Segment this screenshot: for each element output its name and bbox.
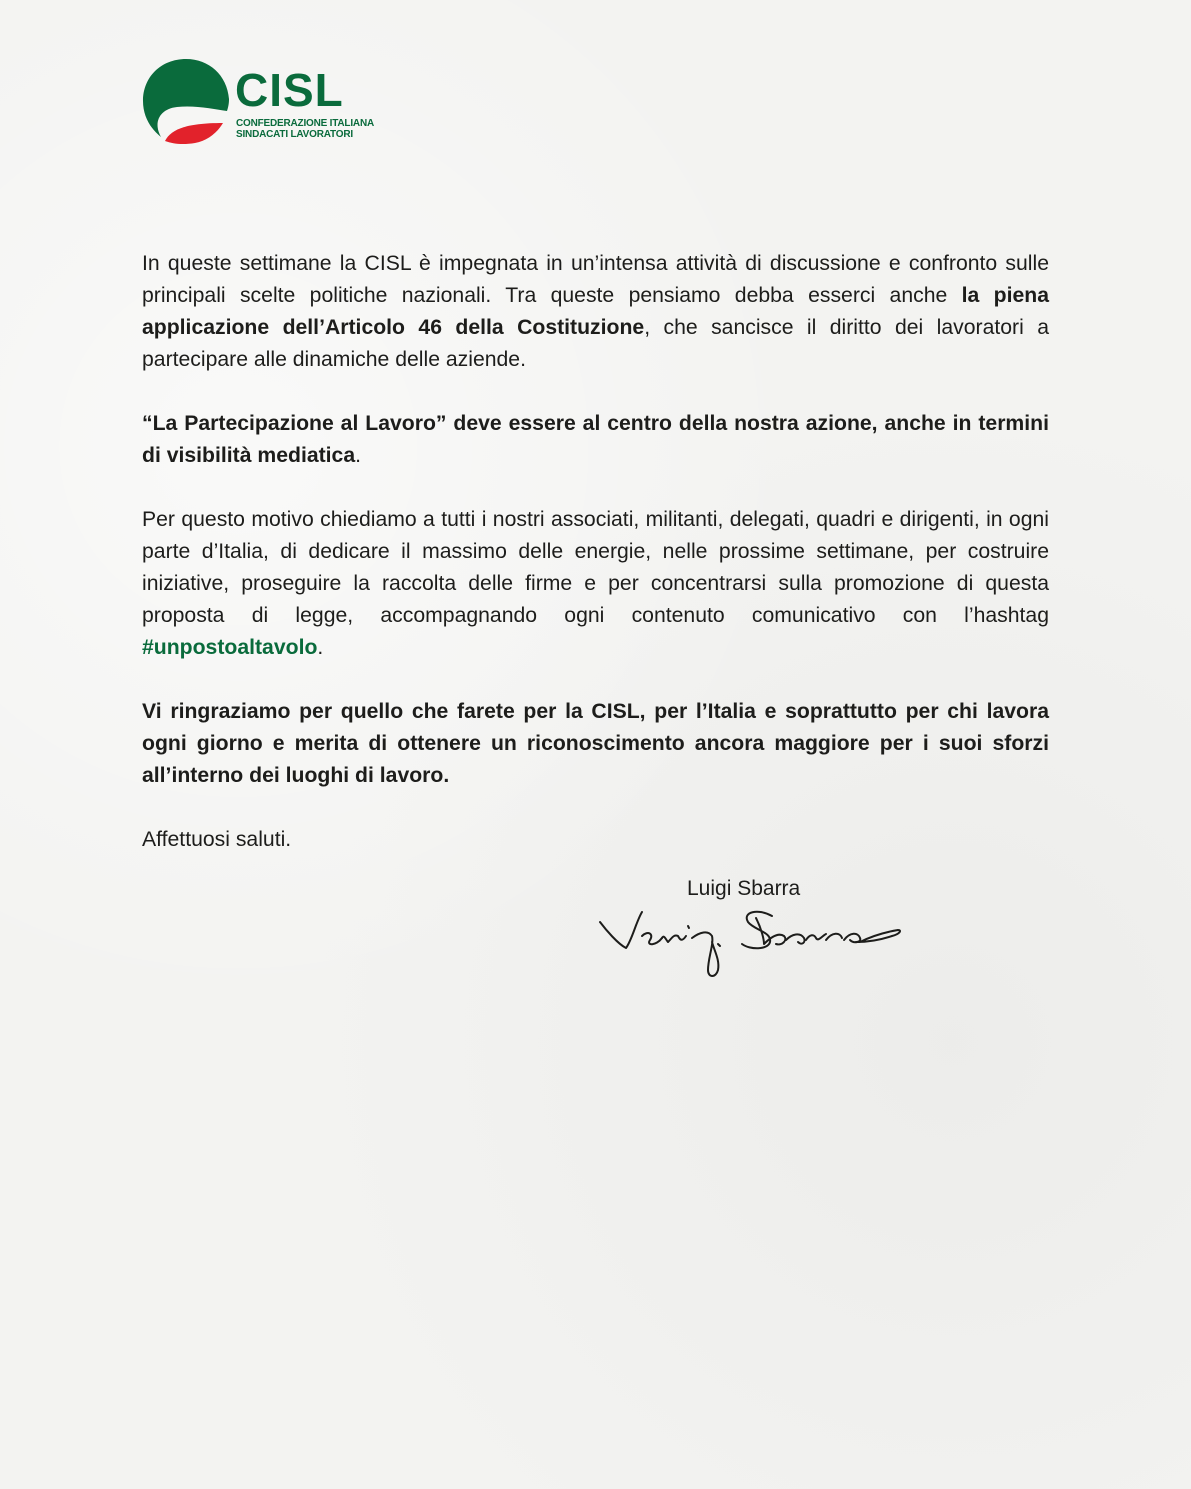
logo-subtitle-line-1: CONFEDERAZIONE ITALIANA [236, 118, 374, 129]
closing: Affettuosi saluti. [142, 828, 292, 851]
paragraph-2-period: . [355, 444, 362, 467]
logo-subtitle [236, 118, 374, 140]
handwritten-signature [596, 900, 908, 986]
paragraph-4-bold: Vi ringraziamo per quello che farete per la CISL, per l’Italia e soprattutto per chi lavora ogni giorno e merita di ottenere un riconoscimento ancora maggiore per i suoi sforzi all’interno dei luoghi di lavoro. [142, 700, 1049, 787]
logo-wordmark: CISL [235, 64, 344, 116]
signer-name: Luigi Sbarra [687, 877, 801, 900]
paragraph-1-bold: la piena applicazione dell’Articolo 46 della Costituzione [142, 284, 1049, 339]
cisl-logo-mark-icon [141, 57, 231, 145]
paragraph-3-period: . [317, 636, 324, 659]
letter-body [142, 248, 1049, 888]
logo-subtitle-line-2: SINDACATI LAVORATORI [236, 129, 353, 140]
paragraph-1 [142, 248, 1049, 376]
cisl-logo [141, 57, 381, 145]
paragraph-1-text-a: In queste settimane la CISL è impegnata in un’intensa attività di discussione e confronto sulle principali scelte politiche nazionali. Tra queste pensiamo debba esserci anche [142, 252, 1049, 307]
paragraph-3 [142, 504, 1049, 664]
paragraph-4 [142, 696, 1049, 792]
hashtag: #unpostoaltavolo [142, 636, 318, 659]
paragraph-3-text: Per questo motivo chiediamo a tutti i nostri associati, militanti, delegati, quadri e dirigenti, in ogni parte d’Italia, di dedicare il massimo delle energie, nelle prossime settimane, per costruire iniziative, proseguire la raccolta delle firme e per concentrarsi sulla promozione di questa proposta di legge, accompagnando ogni contenuto comunicativo con l’hashtag [142, 508, 1049, 627]
paragraph-2 [142, 408, 1049, 472]
paragraph-2-bold: “La Partecipazione al Lavoro” deve essere al centro della nostra azione, anche in termini di visibilità mediatica [142, 412, 1049, 467]
paragraph-1-text-c: , che sancisce il diritto dei lavoratori a partecipare alle dinamiche delle aziende. [142, 316, 1049, 371]
